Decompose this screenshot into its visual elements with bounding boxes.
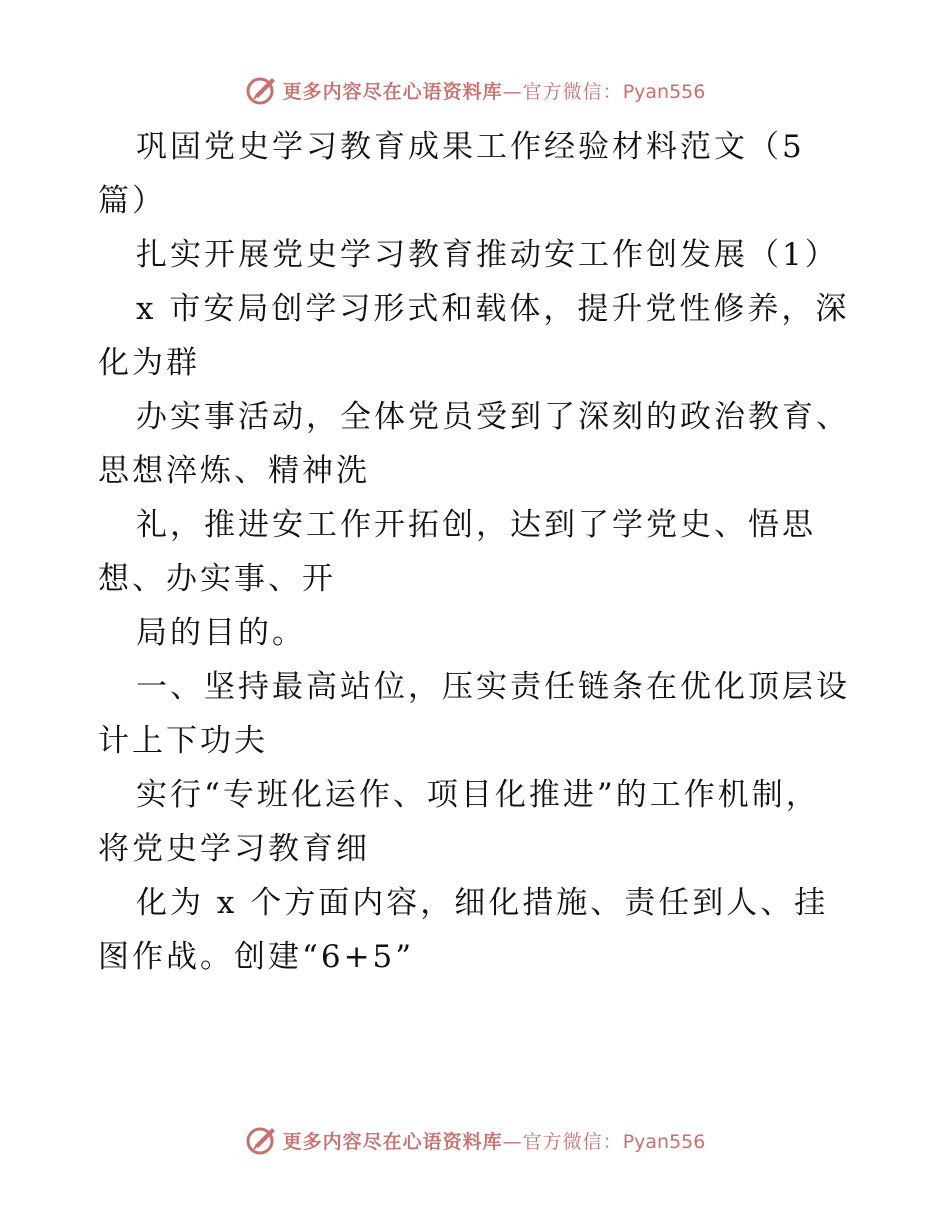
paragraph-line: 化为群 bbox=[98, 345, 200, 381]
paragraph-line: 将党史学习教育细 bbox=[98, 831, 370, 867]
watermark-text: 更多内容尽在心语资料库—官方微信：Pyan556 bbox=[282, 80, 706, 103]
paragraph-line: 办实事活动，全体党员受到了深刻的政治教育、 bbox=[136, 399, 850, 435]
footer-watermark bbox=[0, 1120, 950, 1160]
header-watermark bbox=[0, 70, 950, 110]
subheading-line: 一、坚持最高站位，压实责任链条在优化顶层设 bbox=[136, 669, 850, 705]
quill-pen-seal-icon bbox=[245, 1123, 279, 1157]
paragraph-line: 图作战。创建“6+5” bbox=[98, 939, 415, 975]
watermark-text: 更多内容尽在心语资料库—官方微信：Pyan556 bbox=[282, 1130, 706, 1153]
doc-title-line-1: 巩固党史学习教育成果工作经验材料范文（5 bbox=[136, 129, 805, 165]
paragraph-line: 想、办实事、开 bbox=[98, 561, 336, 597]
paragraph-line: 实行“专班化运作、项目化推进”的工作机制， bbox=[136, 777, 820, 813]
paragraph-line: 化为 x 个方面内容，细化措施、责任到人、挂 bbox=[136, 885, 829, 921]
paragraph-line: 局的目的。 bbox=[136, 615, 306, 651]
section-heading: 扎实开展党史学习教育推动安工作创发展（1） bbox=[136, 237, 839, 273]
paragraph-line: 礼，推进安工作开拓创，达到了学党史、悟思 bbox=[136, 507, 816, 543]
subheading-line: 计上下功夫 bbox=[98, 723, 268, 759]
document-body bbox=[98, 120, 858, 984]
doc-title-line-2: 篇） bbox=[98, 183, 166, 219]
quill-pen-seal-icon bbox=[245, 73, 279, 107]
paragraph-line: 思想淬炼、精神洗 bbox=[98, 453, 370, 489]
paragraph-line: x 市安局创学习形式和载体，提升党性修养，深 bbox=[136, 291, 850, 327]
